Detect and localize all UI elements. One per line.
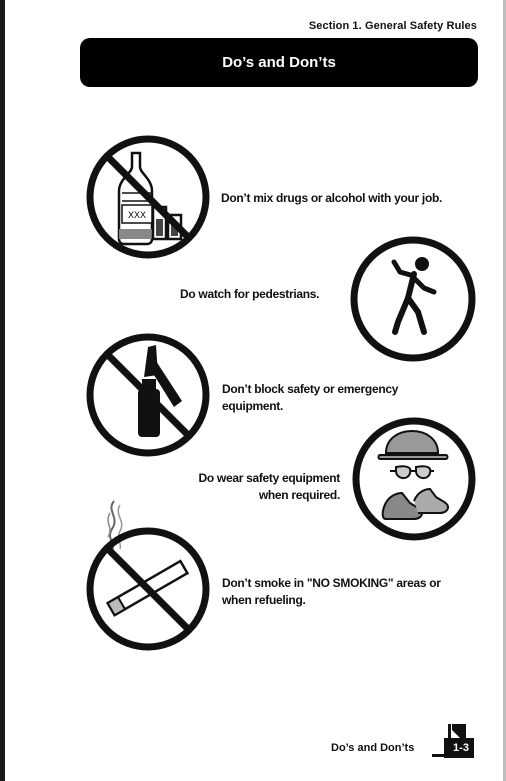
no-alcohol-icon <box>84 133 212 261</box>
rule-3-text: Don’t block safety or emergency equipment. <box>222 382 399 413</box>
rule-1-text: Don’t mix drugs or alcohol with your job. <box>221 191 443 205</box>
rule-5-text: Don’t smoke in "NO SMOKING" areas or when refueling. <box>222 576 441 607</box>
no-blocking-extinguisher-icon <box>84 331 212 459</box>
pedestrian-icon <box>348 234 478 364</box>
svg-text:XXX: XXX <box>127 210 147 220</box>
no-smoking-icon <box>84 495 216 653</box>
rule-2-text: Do watch for pedestrians. <box>180 287 320 301</box>
section-header: Section 1. General Safety Rules <box>308 20 477 32</box>
page-title: Do’s and Don’ts <box>222 54 336 71</box>
rule-4-text: Do wear safety equipment when required. <box>198 471 340 502</box>
footer-title: Do’s and Don’ts <box>331 742 415 754</box>
page-title-bar <box>80 38 478 87</box>
page-number: 1-3 <box>453 742 469 754</box>
safety-gear-icon <box>350 415 478 543</box>
page-edge-left <box>0 0 5 781</box>
